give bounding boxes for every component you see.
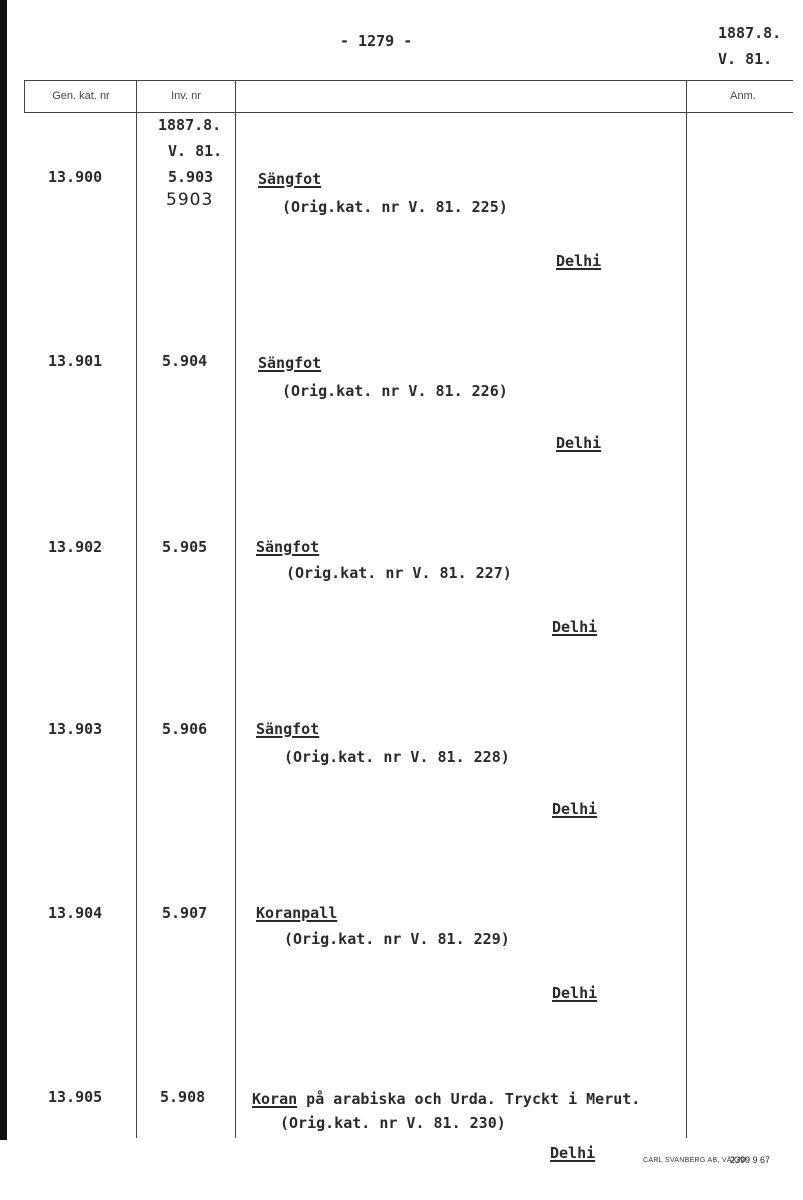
- entry-description: [256, 904, 337, 922]
- entry-gen-number: 13.903: [48, 720, 103, 738]
- entry-title: Koran: [252, 1090, 298, 1108]
- entry-gen-number: 13.904: [48, 904, 103, 922]
- top-right-line1: 1887.8.: [718, 24, 782, 42]
- entry-place: Delhi: [556, 252, 602, 270]
- entry-description: [258, 354, 321, 372]
- column-divider-1: [136, 80, 137, 1138]
- inv-top-line2: V. 81.: [168, 142, 223, 160]
- entry-inv-number: 5.904: [162, 352, 208, 370]
- entry-inv-number: 5.903: [168, 168, 214, 186]
- entry-gen-number: 13.905: [48, 1088, 103, 1106]
- header-gen-kat: Gen. kat. nr: [52, 90, 110, 102]
- entry-inv-number: 5.905: [162, 538, 208, 556]
- top-right-line2: V. 81.: [718, 50, 773, 68]
- entry-place: Delhi: [552, 800, 598, 818]
- entry-inv-number: 5.907: [162, 904, 208, 922]
- entry-title-rest: på arabiska och Urda. Tryckt i Merut.: [297, 1090, 641, 1108]
- binding-strip: [0, 0, 7, 1140]
- printer-imprint: CARL SVANBERG AB, VÄXJÖ: [643, 1157, 747, 1164]
- entry-description: [256, 720, 319, 738]
- entry-orig-kat: (Orig.kat. nr V. 81. 225): [282, 198, 508, 216]
- entry-description: [256, 538, 319, 556]
- inv-top-line1: 1887.8.: [158, 116, 222, 134]
- table-top-rule: [24, 80, 793, 81]
- entry-inv-number: 5.906: [162, 720, 208, 738]
- entry-title: Koranpall: [256, 904, 338, 922]
- entry-gen-number: 13.901: [48, 352, 103, 370]
- entry-orig-kat: (Orig.kat. nr V. 81. 227): [286, 564, 512, 582]
- entry-gen-number: 13.900: [48, 168, 103, 186]
- column-divider-2: [235, 80, 236, 1138]
- table-header-rule: [24, 112, 793, 113]
- entry-inv-number: 5.908: [160, 1088, 206, 1106]
- entry-orig-kat: (Orig.kat. nr V. 81. 229): [284, 930, 510, 948]
- entry-orig-kat: (Orig.kat. nr V. 81. 228): [284, 748, 510, 766]
- entry-gen-number: 13.902: [48, 538, 103, 556]
- page-number: - 1279 -: [340, 32, 413, 50]
- entry-title: Sängfot: [256, 720, 320, 738]
- entry-place: Delhi: [556, 434, 602, 452]
- header-anm: Anm.: [730, 90, 756, 102]
- entry-place: Delhi: [552, 984, 598, 1002]
- entry-place: Delhi: [550, 1144, 596, 1162]
- entry-orig-kat: (Orig.kat. nr V. 81. 230): [280, 1114, 506, 1132]
- entry-title: Sängfot: [258, 354, 322, 372]
- entry-description: [252, 1090, 640, 1108]
- header-inv: Inv. nr: [171, 90, 201, 102]
- entry-description: [258, 170, 321, 188]
- left-border: [24, 80, 25, 113]
- entry-title: Sängfot: [256, 538, 320, 556]
- entry-title: Sängfot: [258, 170, 322, 188]
- entry-place: Delhi: [552, 618, 598, 636]
- handwritten-inv: 5903: [166, 190, 214, 210]
- column-divider-3: [686, 80, 687, 1138]
- form-code: 2399 9 67: [730, 1155, 771, 1165]
- entry-orig-kat: (Orig.kat. nr V. 81. 226): [282, 382, 508, 400]
